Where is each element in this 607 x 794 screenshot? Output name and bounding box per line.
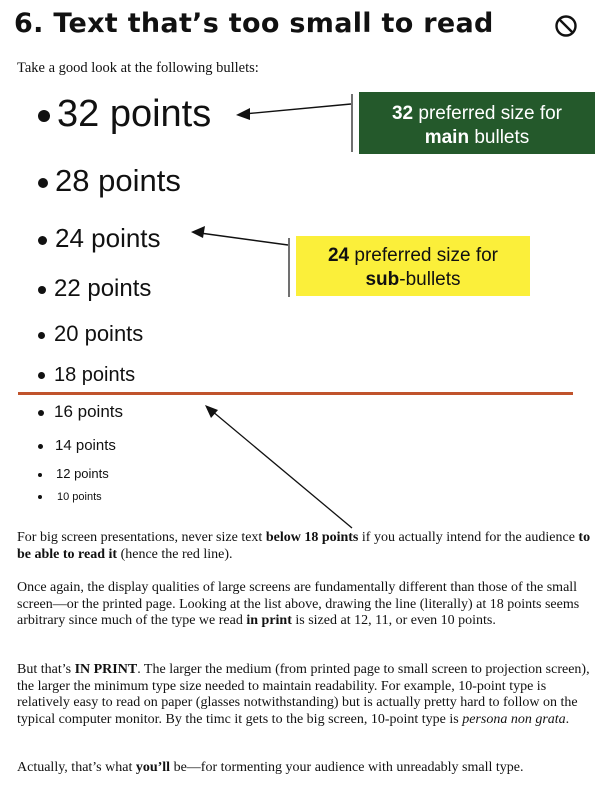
paragraph-1 (17, 530, 592, 563)
intro-text: Take a good look at the following bullets: (17, 60, 259, 76)
arrow-sub-line (200, 233, 288, 245)
text: Once again, the display qualities of large screens are fundamentally different than those of the small screen—or the printed page. Looking at the list above, drawing the line (literally) at 18 points seems arbitrary since much of the type we read (17, 580, 580, 628)
bullet-label: 10 points (57, 491, 102, 503)
bullet-label: 20 points (54, 321, 144, 346)
callout-number: 32 (391, 103, 414, 124)
text: For big screen presentations, never size text (17, 530, 266, 545)
emphasis: to be able to read it (17, 530, 591, 562)
bullet-label: 18 points (54, 364, 136, 386)
arrow-sub-head (191, 226, 205, 238)
callout-text: preferred size for (349, 245, 499, 266)
text: But that’s (17, 662, 75, 677)
text: Actually, that’s what (17, 760, 136, 775)
paragraph-2 (17, 580, 592, 630)
emphasis: in print (246, 613, 292, 628)
paragraph-3 (17, 662, 592, 728)
bullet-label: 24 points (55, 223, 161, 253)
text: if you actually intend for the audience (358, 530, 579, 545)
bullet-label: 12 points (56, 466, 109, 481)
emphasis: IN PRINT (74, 662, 138, 677)
text: . The larger the medium (from printed page to small screen to projection screen), the larger the minimum type size needed to maintain readability. For example, 10-point type is relatively easy to read on paper (glasses notwithstanding) but is actually pretty hard to follow on the typical computer monitor. By the timc it gets to the big screen, 10-point type is (17, 662, 590, 727)
text: . (565, 711, 570, 727)
page-title: 6. Text that’s too small to read (14, 8, 494, 39)
callout-text: preferred size for (413, 103, 563, 124)
callout-bold: main (424, 126, 470, 148)
arrow-main-head (236, 108, 250, 120)
bullet-label: 16 points (54, 402, 123, 421)
bullet-label: 28 points (55, 163, 181, 198)
callout-bold: sub (365, 268, 400, 290)
callout-text: bullets (469, 126, 530, 148)
paragraph-4 (17, 760, 592, 777)
text: (hence the red line). (117, 546, 233, 562)
emphasis: you’ll (135, 760, 171, 775)
callout-text: -bullets (399, 268, 461, 290)
arrow-cutoff-head (205, 405, 218, 418)
italic-text: persona non grata (462, 711, 566, 727)
emphasis: below 18 points (265, 530, 359, 545)
text: is sized at 12, 11, or even 10 points. (291, 613, 496, 628)
text: be—for tormenting your audience with unreadably small type. (170, 760, 524, 775)
bullet-label: 14 points (55, 437, 116, 454)
bullet-label: 32 points (57, 93, 212, 135)
bullet-label: 22 points (54, 275, 152, 302)
arrow-cutoff-line (212, 411, 352, 528)
arrow-main-line (244, 104, 351, 114)
callout-number: 24 (327, 245, 350, 266)
